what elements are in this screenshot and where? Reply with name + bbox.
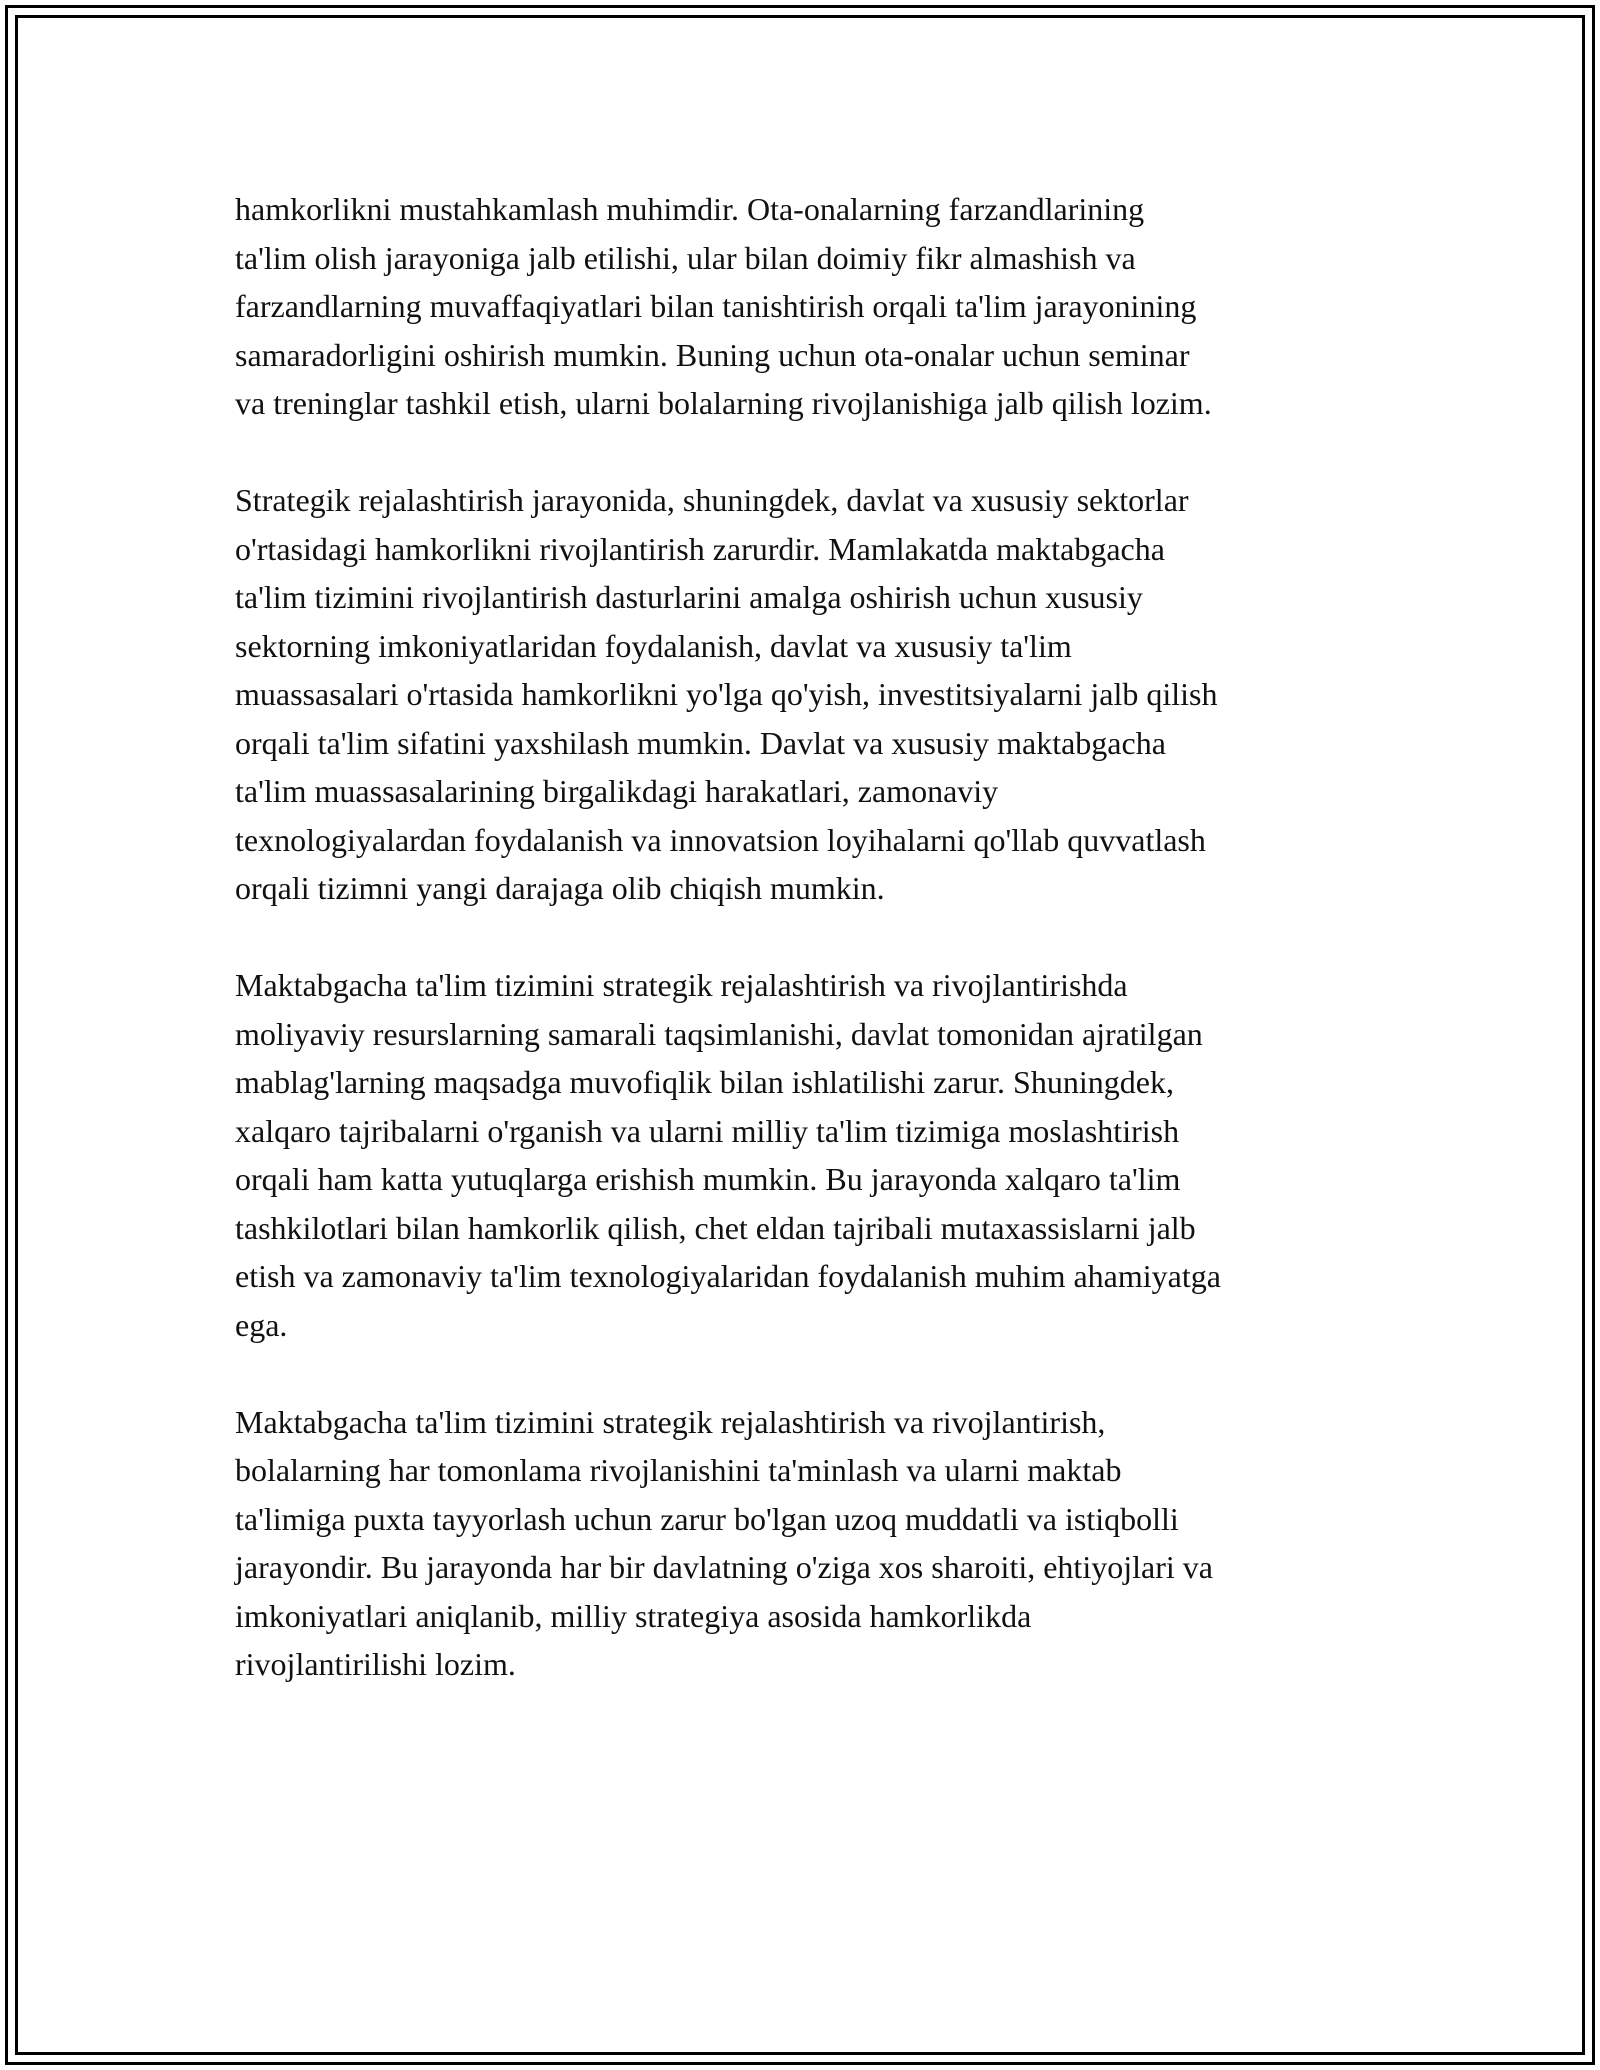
- text-line: ta'lim olish jarayoniga jalb etilishi, ular bilan doimiy fikr almashish va: [235, 239, 1136, 276]
- text-line: mablag'larning maqsadga muvofiqlik bilan ishlatilishi zarur. Shuningdek,: [235, 1064, 1174, 1100]
- text-line: etish va zamonaviy ta'lim texnologiyalaridan foydalanish muhim ahamiyatga: [235, 1258, 1221, 1294]
- text-line: o'rtasidagi hamkorlikni rivojlantirish zarurdir. Mamlakatda maktabgacha: [235, 530, 1165, 567]
- text-line: rivojlantirilishi lozim.: [235, 1646, 516, 1682]
- text-line: va treninglar tashkil etish, ularni bolalarning rivojlanishiga jalb qilish lozim.: [235, 385, 1212, 421]
- paragraph-2: [235, 476, 1375, 913]
- text-line: Strategik rejalashtirish jarayonida, shuningdek, davlat va xususiy sektorlar: [235, 482, 1189, 518]
- text-line: farzandlarning muvaffaqiyatlari bilan tanishtirish orqali ta'lim jarayonining: [235, 288, 1197, 324]
- text-line: moliyaviy resurslarning samarali taqsimlanishi, davlat tomonidan ajratilgan: [235, 1015, 1203, 1052]
- text-line: ega.: [235, 1306, 288, 1343]
- paragraph-3: [235, 961, 1375, 1349]
- text-line: texnologiyalardan foydalanish va innovatsion loyihalarni qo'llab quvvatlash: [235, 821, 1206, 858]
- text-line: Maktabgacha ta'lim tizimini strategik rejalashtirish va rivojlantirish,: [235, 1403, 1106, 1440]
- text-line: ta'limiga puxta tayyorlash uchun zarur bo'lgan uzoq muddatli va istiqbolli: [235, 1500, 1179, 1537]
- text-line: jarayondir. Bu jarayonda har bir davlatning o'ziga xos sharoiti, ehtiyojlari va: [235, 1549, 1213, 1585]
- text-line: orqali ham katta yutuqlarga erishish mumkin. Bu jarayonda xalqaro ta'lim: [235, 1161, 1181, 1197]
- text-line: ta'lim muassasalarining birgalikdagi harakatlari, zamonaviy: [235, 773, 999, 809]
- text-line: samaradorligini oshirish mumkin. Buning uchun ota-onalar uchun seminar: [235, 336, 1190, 373]
- paragraph-4: [235, 1398, 1375, 1689]
- paragraph-1: [235, 185, 1375, 428]
- document-body: [235, 185, 1375, 1737]
- text-line: tashkilotlari bilan hamkorlik qilish, chet eldan tajribali mutaxassislarni jalb: [235, 1209, 1196, 1246]
- text-line: imkoniyatlari aniqlanib, milliy strategiya asosida hamkorlikda: [235, 1597, 1032, 1634]
- text-line: sektorning imkoniyatlaridan foydalanish, davlat va xususiy ta'lim: [235, 627, 1072, 664]
- text-line: hamkorlikni mustahkamlash muhimdir. Ota-onalarning farzandlarining: [235, 191, 1145, 227]
- text-line: orqali ta'lim sifatini yaxshilash mumkin. Davlat va xususiy maktabgacha: [235, 724, 1166, 761]
- text-line: orqali tizimni yangi darajaga olib chiqish mumkin.: [235, 870, 885, 906]
- text-line: ta'lim tizimini rivojlantirish dasturlarini amalga oshirish uchun xususiy: [235, 579, 1143, 615]
- text-line: muassasalari o'rtasida hamkorlikni yo'lga qo'yish, investitsiyalarni jalb qilish: [235, 676, 1218, 712]
- text-line: Maktabgacha ta'lim tizimini strategik rejalashtirish va rivojlantirishda: [235, 967, 1128, 1003]
- text-line: xalqaro tajribalarni o'rganish va ularni milliy ta'lim tizimiga moslashtirish: [235, 1112, 1180, 1149]
- text-line: bolalarning har tomonlama rivojlanishini ta'minlash va ularni maktab: [235, 1452, 1122, 1488]
